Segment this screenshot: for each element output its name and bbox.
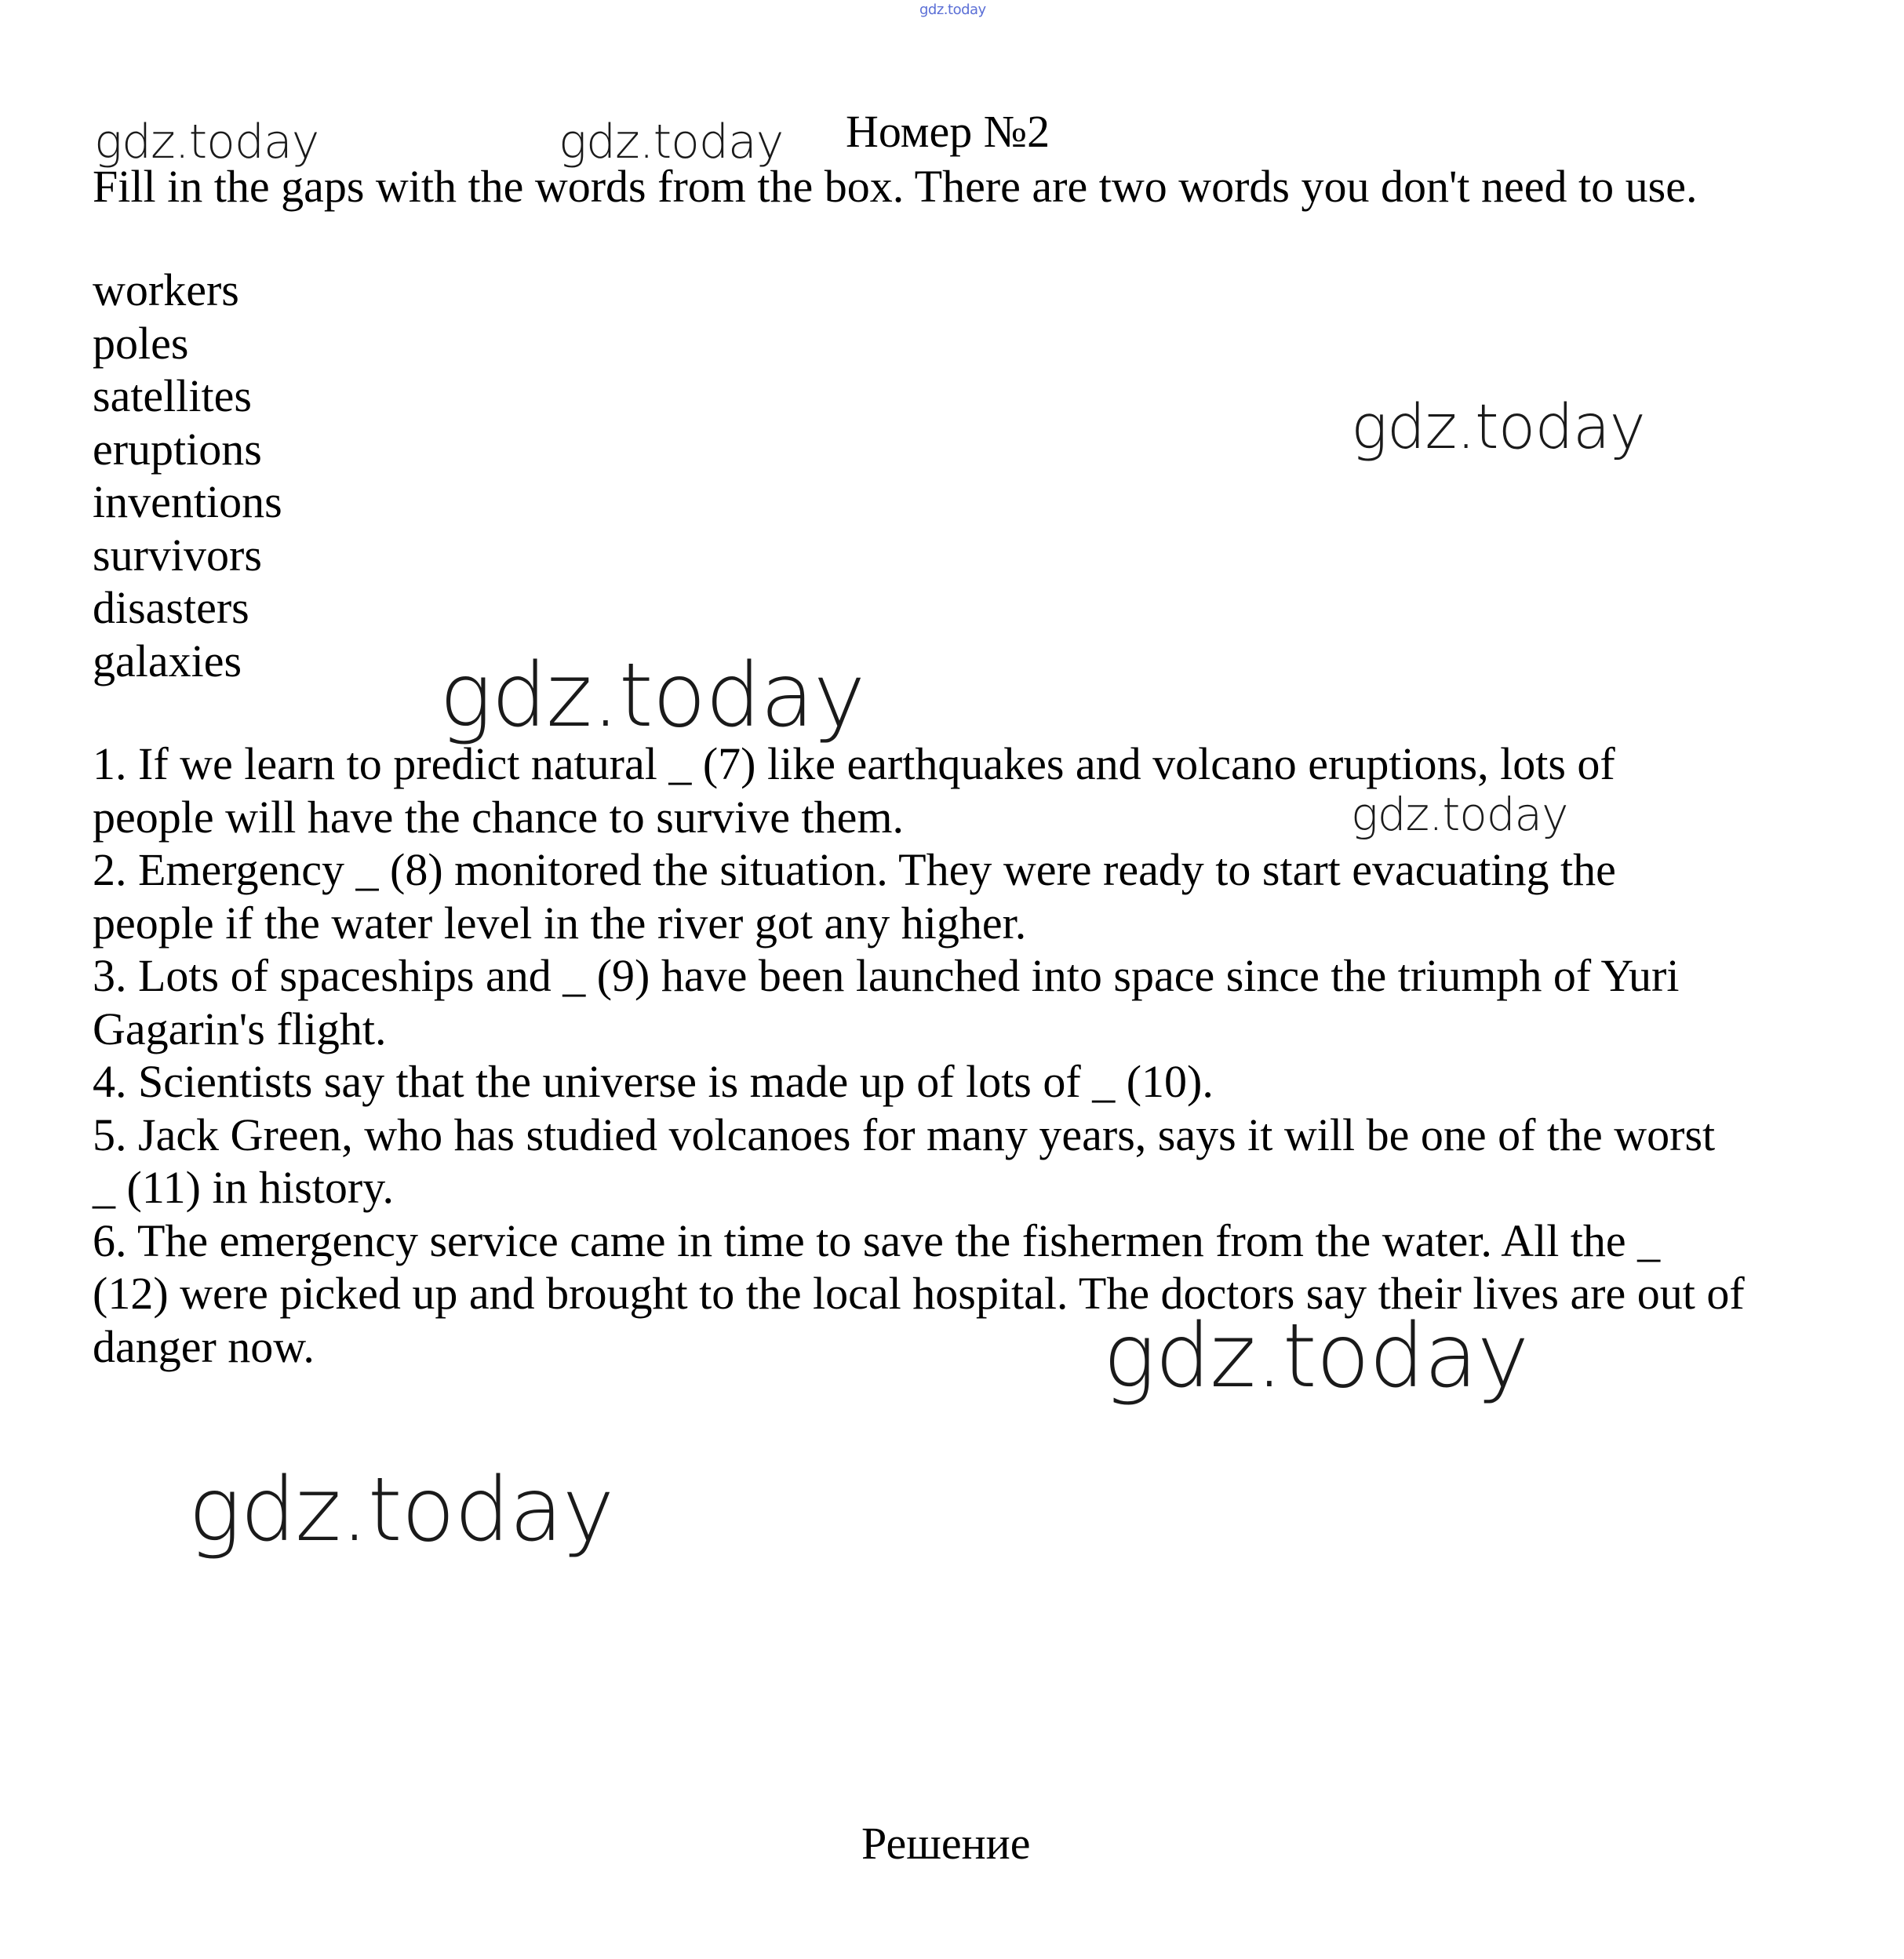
word-box-item: inventions <box>93 476 282 527</box>
watermark: gdz.today <box>1351 788 1568 841</box>
watermark: gdz.today <box>559 115 784 169</box>
sentence-line: people if the water level in the river got any higher. <box>93 897 1027 949</box>
sentence-line: danger now. <box>93 1320 315 1372</box>
watermark: gdz.today <box>1351 392 1645 463</box>
sentence-line: 2. Emergency _ (8) monitored the situation. They were ready to start evacuating the <box>93 844 1616 895</box>
top-watermark: gdz.today <box>919 2 986 18</box>
sentence-line: 6. The emergency service came in time to save the fishermen from the water. All the _ <box>93 1214 1661 1266</box>
word-box-item: survivors <box>93 529 262 581</box>
gap-fill-sentences <box>93 737 1818 1373</box>
watermark: gdz.today <box>188 1459 614 1561</box>
sentence-line: 3. Lots of spaceships and _ (9) have been launched into space since the triumph of Yuri <box>93 950 1680 1001</box>
sentence-line: 1. If we learn to predict natural _ (7) like earthquakes and volcano eruptions, lots of <box>93 738 1615 789</box>
word-box-item: poles <box>93 317 189 369</box>
watermark: gdz.today <box>1103 1305 1529 1407</box>
word-box-item: disasters <box>93 582 249 633</box>
exercise-title: Номер №2 <box>846 106 1050 157</box>
sentence-line: 5. Jack Green, who has studied volcanoes for many years, says it will be one of the worst <box>93 1109 1716 1160</box>
word-box-item: satellites <box>93 370 252 421</box>
word-box-item: galaxies <box>93 635 242 686</box>
sentence-line: people will have the chance to survive them. <box>93 791 904 843</box>
sentence-line: 4. Scientists say that the universe is made up of lots of _ (10). <box>93 1056 1214 1107</box>
watermark: gdz.today <box>439 645 865 747</box>
exercise-instruction: Fill in the gaps with the words from the box. There are two words you don't need to use. <box>93 161 1698 212</box>
word-box <box>93 264 282 687</box>
watermark: gdz.today <box>94 115 319 169</box>
solution-heading: Решение <box>861 1818 1031 1869</box>
sentence-line: _ (11) in history. <box>93 1162 394 1213</box>
sentence-line: Gagarin's flight. <box>93 1003 387 1054</box>
word-box-item: eruptions <box>93 423 262 475</box>
sentence-line: (12) were picked up and brought to the local hospital. The doctors say their lives are out of <box>93 1268 1745 1319</box>
word-box-item: workers <box>93 264 239 315</box>
